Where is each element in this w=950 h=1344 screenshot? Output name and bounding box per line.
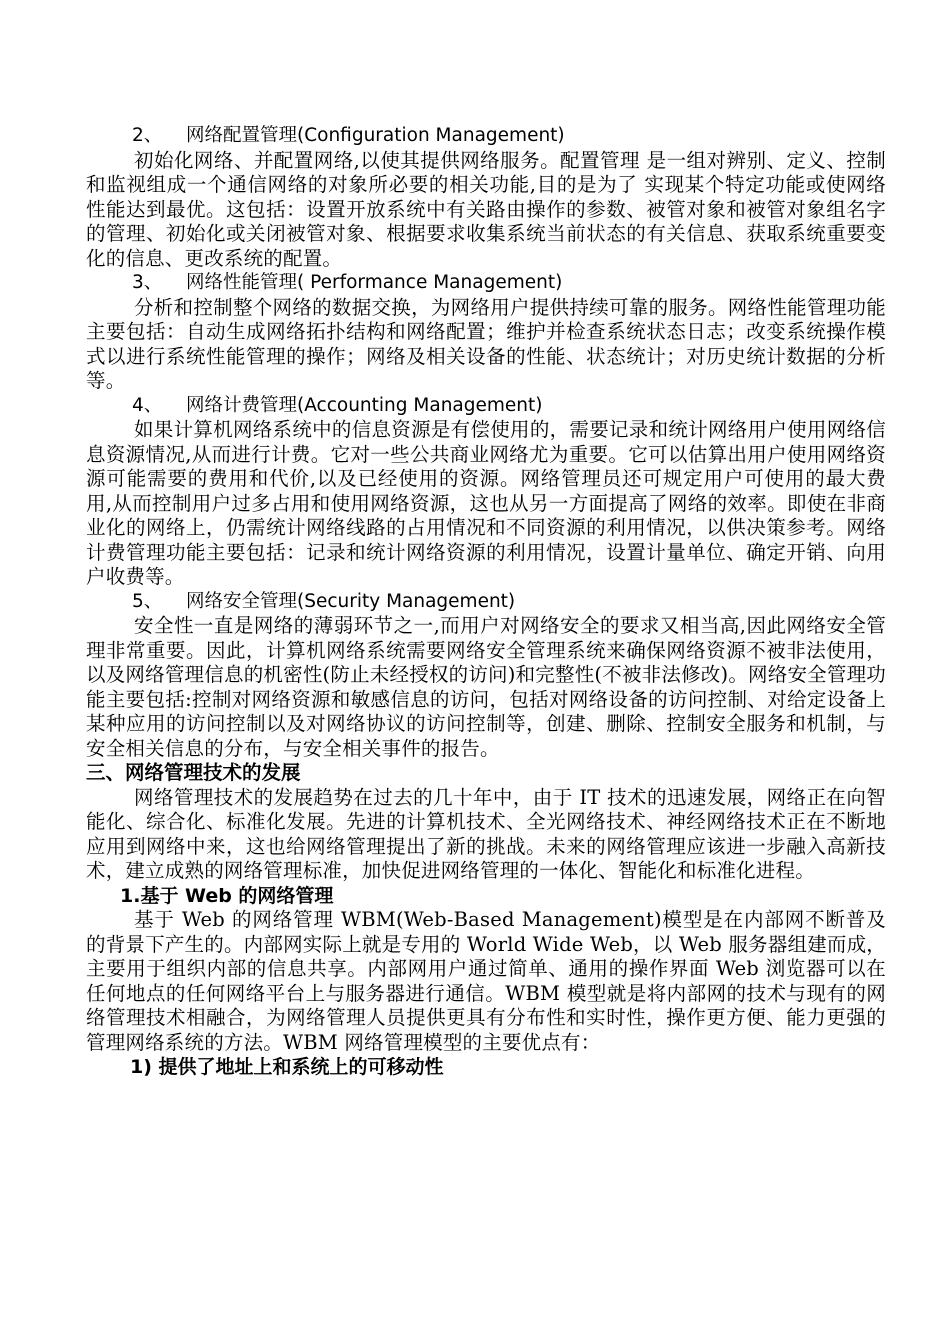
item-paragraph-accounting: 如果计算机网络系统中的信息资源是有偿使用的，需要记录和统计网络用户使用网络信息资源情况,从而进行计费。它对一些公共商业网络尤为重要。它可以估算出用户使用网络资源可能需要的费用和代价,以及已经使用的资源。网络管理员还可规定用户可使用的最大费用,从而控制用户过多占用和使用网络资源，这也从另一方面提高了网络的效率。即使在非商业化的网络上，仍需统计网络线路的占用情况和不同资源的利用情况，以供决策参考。网络计费管理功能主要包括：记录和统计网络资源的利用情况，设置计量单位、确定开销、向用户收费等。	[86, 418, 886, 588]
item-heading-accounting	[86, 394, 886, 419]
section-paragraph: 网络管理技术的发展趋势在过去的几十年中，由于 IT 技术的迅速发展，网络正在向智能化、综合化、标准化发展。先进的计算机技术、全光网络技术、神经网络技术正在不断地应用到网络中来，这也给网络管理提出了新的挑战。未来的网络管理应该进一步融入高新技术，建立成熟的网络管理标准，加快促进网络管理的一体化、智能化和标准化进程。	[86, 785, 886, 882]
item-heading-performance	[86, 271, 886, 296]
item-number: 3、	[132, 272, 163, 293]
item-heading-security	[86, 590, 886, 615]
subsection-paragraph: 基于 Web 的网络管理 WBM(Web-Based Management)模型是在内部网不断普及的背景下产生的。内部网实际上就是专用的 World Wide Web，以 Web 服务器组建而成，主要用于组织内部的信息共享。内部网用户通过简单、通用的操作界面 Web 浏览器可以在任何地点的任何网络平台上与服务器进行通信。WBM 模型就是将内部网的技术与现有的网络管理技术相融合，为网络管理人员提供更具有分布性和实时性，操作更方便、能力更强的管理网络系统的方法。WBM 网络管理模型的主要优点有：	[86, 908, 886, 1054]
item-paragraph-security: 安全性一直是网络的薄弱环节之一,而用户对网络安全的要求又相当高,因此网络安全管理非常重要。因此，计算机网络系统需要网络安全管理系统来确保网络资源不被非法使用，以及网络管理信息的机密性(防止未经授权的访问)和完整性(不被非法修改)。网络安全管理功能主要包括:控制对网络资源和敏感信息的访问，包括对网络设备的访问控制、对给定设备上某种应用的访问控制以及对网络协议的访问控制等，创建、删除、控制安全服务和机制，与安全相关信息的分布，与安全相关事件的报告。	[86, 614, 886, 760]
item-title: 网络配置管理(Configuration Management)	[186, 125, 565, 146]
point-title: 1) 提供了地址上和系统上的可移动性	[130, 1056, 444, 1078]
item-paragraph-performance: 分析和控制整个网络的数据交换，为网络用户提供持续可靠的服务。网络性能管理功能主要包括：自动生成网络拓扑结构和网络配置；维护并检查系统状态日志；改变系统操作模式以进行系统性能管理的操作；网络及相关设备的性能、状态统计；对历史统计数据的分析等。	[86, 295, 886, 392]
section-title: 三、网络管理技术的发展	[86, 761, 301, 784]
item-number: 2、	[132, 125, 163, 146]
subsection-title: 1.基于 Web 的网络管理	[120, 884, 334, 907]
item-heading-configuration	[86, 124, 886, 149]
item-title: 网络计费管理(Accounting Management)	[186, 394, 543, 416]
item-number: 4、	[132, 394, 163, 416]
item-number: 5、	[132, 590, 163, 612]
item-title: 网络安全管理(Security Management)	[186, 590, 516, 612]
document-body	[86, 124, 886, 1080]
item-paragraph-configuration: 初始化网络、并配置网络,以使其提供网络服务。配置管理 是一组对辨别、定义、控制和监视组成一个通信网络的对象所必要的相关功能,目的是为了 实现某个特定功能或使网络性能达到最优。这包括：设置开放系统中有关路由操作的参数、被管对象和被管对象组名字的管理、初始化或关闭被管对象、根据要求收集系统当前状态的有关信息、获取系统重要变化的信息、更改系统的配置。	[86, 148, 886, 270]
item-title: 网络性能管理( Performance Management)	[186, 272, 563, 293]
